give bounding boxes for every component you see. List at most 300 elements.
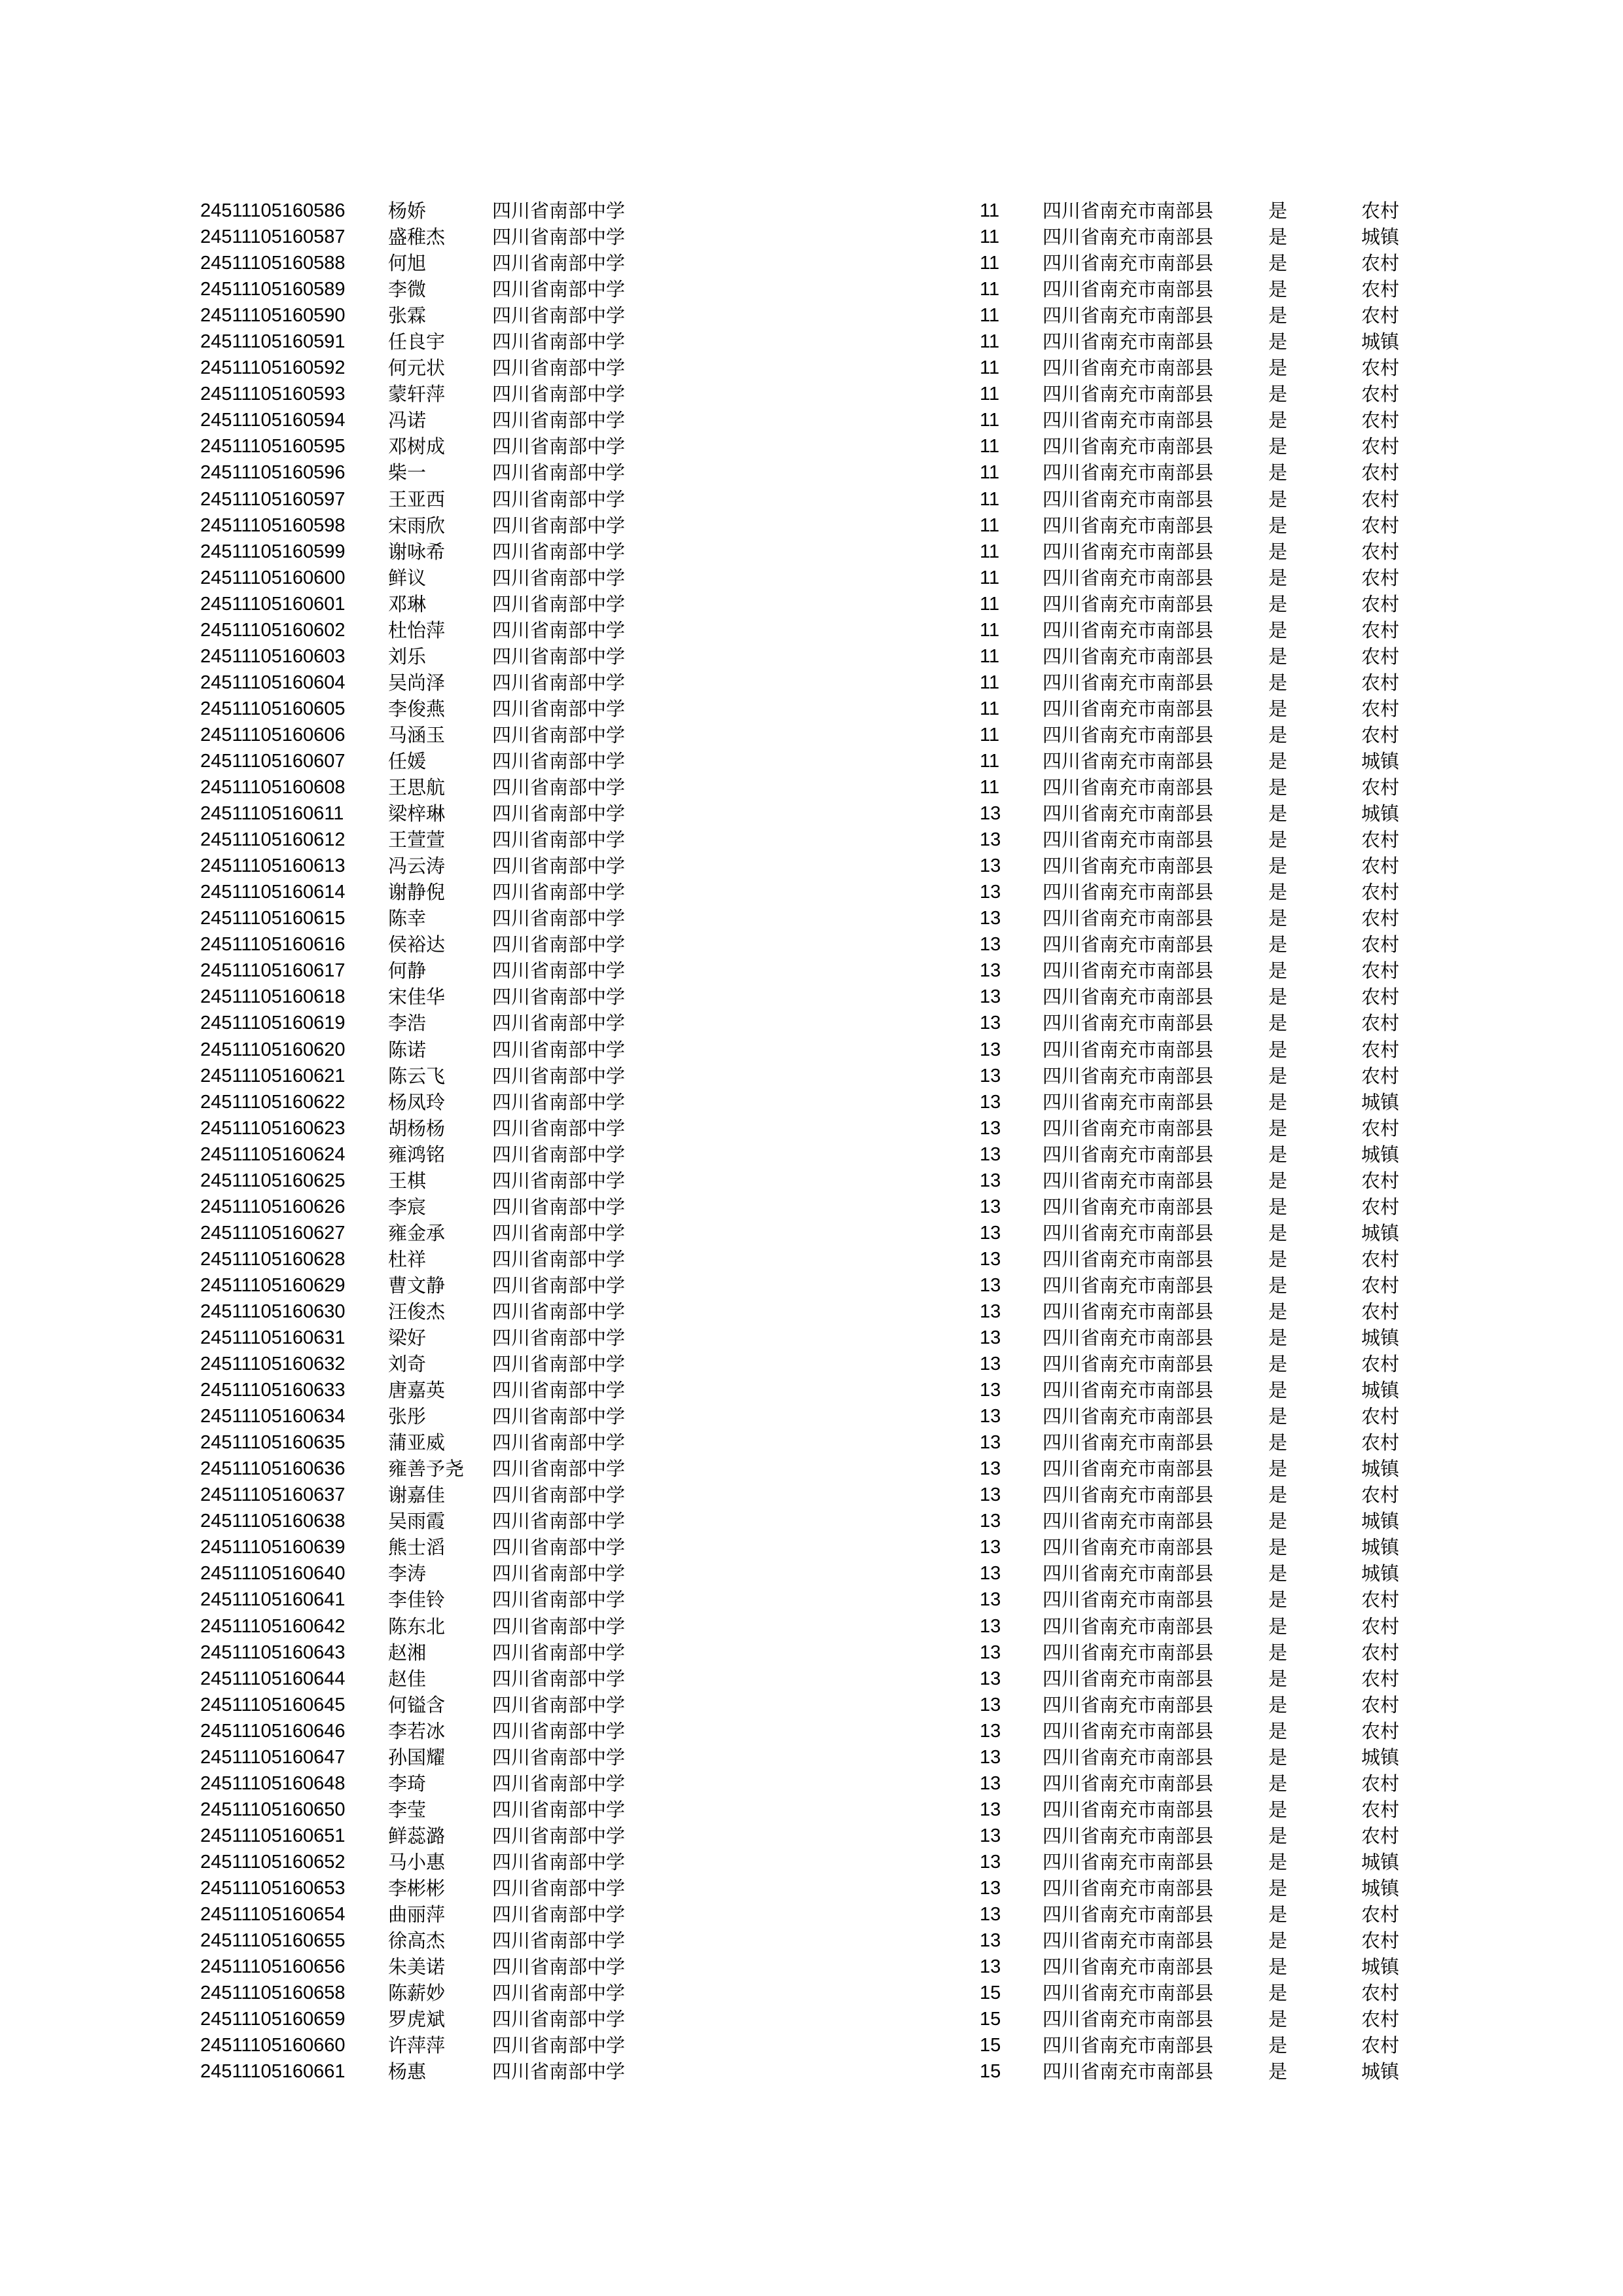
residence-type-cell: 农村 [1361,1431,1400,1454]
class-cell: 13 [980,1511,1001,1532]
student-id-cell: 24511105160587 [200,226,346,248]
status-flag-cell: 是 [1268,1431,1288,1454]
student-id-cell: 24511105160641 [200,1589,346,1611]
table-row [0,1115,1623,1141]
school-cell: 四川省南部中学 [492,566,626,589]
status-flag-cell: 是 [1268,671,1288,694]
address-cell: 四川省南充市南部县 [1043,1693,1214,1716]
residence-type-cell: 农村 [1361,1982,1400,2005]
school-cell: 四川省南部中学 [492,1588,626,1611]
status-flag-cell: 是 [1268,1195,1288,1218]
student-id-cell: 24511105160602 [200,619,346,641]
school-cell: 四川省南部中学 [492,1772,626,1795]
student-name-cell: 吴雨霞 [388,1510,446,1533]
school-cell: 四川省南部中学 [492,1379,626,1402]
class-cell: 11 [980,619,1000,641]
table-row [0,1613,1623,1640]
status-flag-cell: 是 [1268,749,1288,772]
address-cell: 四川省南充市南部县 [1043,1903,1214,1926]
student-name-cell: 马小惠 [388,1850,446,1873]
student-id-cell: 24511105160617 [200,960,346,982]
school-cell: 四川省南部中学 [492,1353,626,1376]
class-cell: 13 [980,882,1001,903]
school-cell: 四川省南部中学 [492,409,626,432]
student-id-cell: 24511105160603 [200,645,346,667]
school-cell: 四川省南部中学 [492,1117,626,1139]
student-id-cell: 24511105160596 [200,462,346,484]
status-flag-cell: 是 [1268,1038,1288,1061]
student-id-cell: 24511105160612 [200,829,346,851]
student-name-cell: 蒙轩萍 [388,383,446,406]
student-name-cell: 邓琳 [388,592,427,615]
student-id-cell: 24511105160606 [200,724,346,745]
table-row [0,1534,1623,1560]
residence-type-cell: 农村 [1361,1038,1400,1061]
class-cell: 11 [980,253,1000,274]
student-name-cell: 谢静倪 [388,881,446,904]
student-id-cell: 24511105160594 [200,410,346,431]
school-cell: 四川省南部中学 [492,1641,626,1664]
address-cell: 四川省南充市南部县 [1043,1038,1214,1061]
class-cell: 13 [980,1091,1001,1113]
school-cell: 四川省南部中学 [492,1169,626,1192]
table-row [0,696,1623,722]
status-flag-cell: 是 [1268,200,1288,222]
residence-type-cell: 农村 [1361,1353,1400,1376]
address-cell: 四川省南充市南部县 [1043,723,1214,746]
address-cell: 四川省南充市南部县 [1043,1929,1214,1952]
student-id-cell: 24511105160590 [200,305,346,327]
address-cell: 四川省南充市南部县 [1043,1615,1214,1638]
table-row [0,800,1623,827]
table-row [0,591,1623,617]
student-id-cell: 24511105160615 [200,908,346,929]
class-cell: 13 [980,855,1001,877]
student-name-cell: 陈诺 [388,1038,427,1061]
residence-type-cell: 农村 [1361,1903,1400,1926]
table-row [0,2006,1623,2032]
class-cell: 13 [980,986,1001,1008]
student-id-cell: 24511105160647 [200,1746,346,1768]
student-name-cell: 盛稚杰 [388,226,446,249]
address-cell: 四川省南充市南部县 [1043,1824,1214,1847]
address-cell: 四川省南充市南部县 [1043,409,1214,432]
status-flag-cell: 是 [1268,488,1288,511]
student-id-cell: 24511105160605 [200,698,346,719]
student-id-cell: 24511105160639 [200,1537,346,1558]
status-flag-cell: 是 [1268,1824,1288,1847]
residence-type-cell: 农村 [1361,1693,1400,1716]
address-cell: 四川省南充市南部县 [1043,1458,1214,1480]
student-id-cell: 24511105160643 [200,1641,346,1663]
student-id-cell: 24511105160632 [200,1354,346,1375]
table-row [0,1954,1623,1980]
table-row [0,1482,1623,1508]
class-cell: 13 [980,1720,1001,1742]
student-id-cell: 24511105160651 [200,1825,346,1846]
student-id-cell: 24511105160642 [200,1615,346,1637]
student-id-cell: 24511105160622 [200,1091,346,1113]
status-flag-cell: 是 [1268,619,1288,641]
student-name-cell: 朱美诺 [388,1956,446,1979]
student-id-cell: 24511105160616 [200,934,346,956]
status-flag-cell: 是 [1268,1117,1288,1139]
school-cell: 四川省南部中学 [492,1719,626,1742]
school-cell: 四川省南部中学 [492,1929,626,1952]
student-name-cell: 王亚西 [388,488,446,511]
status-flag-cell: 是 [1268,1641,1288,1664]
table-row [0,1718,1623,1744]
student-id-cell: 24511105160640 [200,1563,346,1585]
address-cell: 四川省南充市南部县 [1043,2060,1214,2083]
address-cell: 四川省南充市南部县 [1043,749,1214,772]
student-id-cell: 24511105160600 [200,567,346,588]
residence-type-cell: 农村 [1361,1117,1400,1139]
table-row [0,407,1623,433]
status-flag-cell: 是 [1268,2060,1288,2083]
student-name-cell: 刘奇 [388,1353,427,1376]
table-row [0,1928,1623,1954]
table-row [0,381,1623,407]
status-flag-cell: 是 [1268,2008,1288,2031]
student-name-cell: 雍鸿铭 [388,1143,446,1166]
student-name-cell: 李俊燕 [388,697,446,720]
residence-type-cell: 农村 [1361,776,1400,799]
class-cell: 13 [980,1117,1001,1139]
class-cell: 11 [980,750,1000,772]
status-flag-cell: 是 [1268,1405,1288,1428]
school-cell: 四川省南部中学 [492,1300,626,1323]
student-name-cell: 王萱萱 [388,829,446,852]
residence-type-cell: 农村 [1361,829,1400,852]
school-cell: 四川省南部中学 [492,1431,626,1454]
address-cell: 四川省南充市南部县 [1043,226,1214,249]
class-cell: 15 [980,1982,1001,2004]
school-cell: 四川省南部中学 [492,1850,626,1873]
class-cell: 11 [980,436,1000,457]
status-flag-cell: 是 [1268,697,1288,720]
table-row [0,1168,1623,1194]
student-id-cell: 24511105160634 [200,1406,346,1427]
address-cell: 四川省南充市南部县 [1043,592,1214,615]
status-flag-cell: 是 [1268,723,1288,746]
class-cell: 15 [980,2009,1001,2030]
table-row [0,539,1623,565]
table-row [0,1744,1623,1770]
residence-type-cell: 农村 [1361,1247,1400,1270]
table-row [0,1010,1623,1036]
class-cell: 11 [980,593,1000,615]
residence-type-cell: 城镇 [1361,1379,1400,1402]
student-id-cell: 24511105160645 [200,1694,346,1715]
student-id-cell: 24511105160637 [200,1484,346,1506]
student-name-cell: 陈云飞 [388,1064,446,1087]
address-cell: 四川省南充市南部县 [1043,1117,1214,1139]
student-id-cell: 24511105160598 [200,514,346,536]
table-row [0,931,1623,958]
address-cell: 四川省南充市南部县 [1043,1143,1214,1166]
address-cell: 四川省南充市南部县 [1043,1956,1214,1979]
residence-type-cell: 农村 [1361,1615,1400,1638]
student-name-cell: 马涵玉 [388,723,446,746]
table-row [0,1640,1623,1666]
class-cell: 11 [980,462,1000,484]
table-row [0,459,1623,486]
student-name-cell: 任良宇 [388,331,446,353]
status-flag-cell: 是 [1268,960,1288,982]
student-name-cell: 梁梓琳 [388,802,446,825]
school-cell: 四川省南部中学 [492,1221,626,1244]
residence-type-cell: 农村 [1361,1929,1400,1952]
school-cell: 四川省南部中学 [492,514,626,537]
status-flag-cell: 是 [1268,566,1288,589]
class-cell: 13 [980,1196,1001,1217]
student-name-cell: 张霖 [388,304,427,327]
address-cell: 四川省南充市南部县 [1043,1982,1214,2005]
residence-type-cell: 农村 [1361,986,1400,1009]
status-flag-cell: 是 [1268,1850,1288,1873]
address-cell: 四川省南充市南部县 [1043,514,1214,537]
status-flag-cell: 是 [1268,1012,1288,1035]
table-row [0,879,1623,905]
student-name-cell: 谢咏希 [388,540,446,563]
status-flag-cell: 是 [1268,331,1288,353]
class-cell: 13 [980,1039,1001,1060]
school-cell: 四川省南部中学 [492,383,626,406]
address-cell: 四川省南充市南部县 [1043,1641,1214,1664]
status-flag-cell: 是 [1268,1221,1288,1244]
class-cell: 13 [980,1170,1001,1191]
table-row [0,198,1623,224]
student-id-cell: 24511105160624 [200,1143,346,1165]
status-flag-cell: 是 [1268,1929,1288,1952]
table-row [0,1272,1623,1299]
address-cell: 四川省南充市南部县 [1043,1772,1214,1795]
table-row [0,1351,1623,1377]
school-cell: 四川省南部中学 [492,1903,626,1926]
school-cell: 四川省南部中学 [492,1064,626,1087]
school-cell: 四川省南部中学 [492,461,626,484]
table-row [0,748,1623,774]
class-cell: 11 [980,724,1000,745]
residence-type-cell: 农村 [1361,1641,1400,1664]
residence-type-cell: 城镇 [1361,1327,1400,1350]
residence-type-cell: 城镇 [1361,1562,1400,1585]
class-cell: 13 [980,1300,1001,1322]
student-id-cell: 24511105160619 [200,1013,346,1034]
school-cell: 四川省南部中学 [492,1877,626,1899]
school-cell: 四川省南部中学 [492,1458,626,1480]
school-cell: 四川省南部中学 [492,1667,626,1690]
school-cell: 四川省南部中学 [492,1038,626,1061]
residence-type-cell: 农村 [1361,200,1400,222]
student-id-cell: 24511105160586 [200,200,346,221]
student-id-cell: 24511105160626 [200,1196,346,1217]
table-row [0,1666,1623,1692]
class-cell: 13 [980,1354,1001,1375]
table-row [0,486,1623,512]
residence-type-cell: 城镇 [1361,1746,1400,1768]
school-cell: 四川省南部中学 [492,2060,626,2083]
residence-type-cell: 城镇 [1361,1510,1400,1533]
table-row [0,302,1623,329]
address-cell: 四川省南充市南部县 [1043,1562,1214,1585]
school-cell: 四川省南部中学 [492,357,626,380]
student-name-cell: 杜祥 [388,1247,427,1270]
status-flag-cell: 是 [1268,1982,1288,2005]
address-cell: 四川省南充市南部县 [1043,540,1214,563]
student-id-cell: 24511105160638 [200,1511,346,1532]
student-name-cell: 李佳铃 [388,1588,446,1611]
class-cell: 13 [980,829,1001,851]
status-flag-cell: 是 [1268,1877,1288,1899]
student-name-cell: 李浩 [388,1012,427,1035]
student-id-cell: 24511105160608 [200,777,346,798]
status-flag-cell: 是 [1268,1746,1288,1768]
class-cell: 11 [980,200,1000,221]
student-list-sheet [0,198,1623,2085]
address-cell: 四川省南充市南部县 [1043,960,1214,982]
student-id-cell: 24511105160652 [200,1851,346,1873]
student-id-cell: 24511105160633 [200,1380,346,1401]
status-flag-cell: 是 [1268,409,1288,432]
address-cell: 四川省南充市南部县 [1043,671,1214,694]
school-cell: 四川省南部中学 [492,2008,626,2031]
student-id-cell: 24511105160621 [200,1065,346,1086]
residence-type-cell: 农村 [1361,1169,1400,1192]
class-cell: 13 [980,1143,1001,1165]
class-cell: 11 [980,357,1000,379]
address-cell: 四川省南充市南部县 [1043,1405,1214,1428]
status-flag-cell: 是 [1268,2034,1288,2057]
table-row [0,512,1623,539]
student-id-cell: 24511105160635 [200,1432,346,1454]
class-cell: 11 [980,226,1000,248]
student-id-cell: 24511105160613 [200,855,346,877]
school-cell: 四川省南部中学 [492,1956,626,1979]
address-cell: 四川省南充市南部县 [1043,829,1214,852]
table-row [0,905,1623,931]
status-flag-cell: 是 [1268,1562,1288,1585]
student-name-cell: 谢嘉佳 [388,1484,446,1507]
student-id-cell: 24511105160650 [200,1799,346,1820]
address-cell: 四川省南充市南部县 [1043,435,1214,458]
residence-type-cell: 农村 [1361,1012,1400,1035]
student-name-cell: 鲜蕊潞 [388,1824,446,1847]
school-cell: 四川省南部中学 [492,1327,626,1350]
status-flag-cell: 是 [1268,1458,1288,1480]
residence-type-cell: 农村 [1361,252,1400,275]
table-row [0,1194,1623,1220]
status-flag-cell: 是 [1268,383,1288,406]
school-cell: 四川省南部中学 [492,1562,626,1585]
student-name-cell: 孙国耀 [388,1746,446,1768]
student-name-cell: 冯云涛 [388,855,446,878]
table-row [0,565,1623,591]
table-row [0,1037,1623,1063]
class-cell: 13 [980,1013,1001,1034]
residence-type-cell: 农村 [1361,278,1400,301]
status-flag-cell: 是 [1268,1169,1288,1192]
student-name-cell: 雍善予尧 [388,1458,465,1480]
status-flag-cell: 是 [1268,435,1288,458]
table-row [0,1299,1623,1325]
table-row [0,1089,1623,1115]
residence-type-cell: 农村 [1361,1484,1400,1507]
table-row [0,1980,1623,2006]
student-id-cell: 24511105160627 [200,1222,346,1244]
school-cell: 四川省南部中学 [492,1405,626,1428]
class-cell: 11 [980,672,1000,693]
school-cell: 四川省南部中学 [492,802,626,825]
school-cell: 四川省南部中学 [492,986,626,1009]
class-cell: 13 [980,1851,1001,1873]
residence-type-cell: 农村 [1361,907,1400,930]
table-row [0,1560,1623,1587]
student-name-cell: 宋雨欣 [388,514,446,537]
student-name-cell: 李琦 [388,1772,427,1795]
class-cell: 11 [980,514,1000,536]
class-cell: 11 [980,541,1000,562]
address-cell: 四川省南充市南部县 [1043,1090,1214,1113]
address-cell: 四川省南充市南部县 [1043,2034,1214,2057]
student-name-cell: 曲丽萍 [388,1903,446,1926]
table-row [0,1325,1623,1351]
student-name-cell: 冯诺 [388,409,427,432]
status-flag-cell: 是 [1268,252,1288,275]
school-cell: 四川省南部中学 [492,1484,626,1507]
student-name-cell: 邓树成 [388,435,446,458]
school-cell: 四川省南部中学 [492,1824,626,1847]
student-id-cell: 24511105160588 [200,253,346,274]
school-cell: 四川省南部中学 [492,1274,626,1297]
table-row [0,2058,1623,2085]
student-id-cell: 24511105160630 [200,1300,346,1322]
table-row [0,224,1623,250]
student-id-cell: 24511105160661 [200,2061,346,2083]
student-name-cell: 陈薪妙 [388,1982,446,2005]
student-name-cell: 许萍萍 [388,2034,446,2057]
status-flag-cell: 是 [1268,1379,1288,1402]
residence-type-cell: 农村 [1361,592,1400,615]
address-cell: 四川省南充市南部县 [1043,278,1214,301]
school-cell: 四川省南部中学 [492,540,626,563]
status-flag-cell: 是 [1268,645,1288,668]
residence-type-cell: 城镇 [1361,1221,1400,1244]
school-cell: 四川省南部中学 [492,1510,626,1533]
school-cell: 四川省南部中学 [492,1536,626,1559]
class-cell: 13 [980,1380,1001,1401]
school-cell: 四川省南部中学 [492,331,626,353]
student-id-cell: 24511105160656 [200,1956,346,1978]
table-row [0,1377,1623,1403]
student-id-cell: 24511105160599 [200,541,346,562]
class-cell: 13 [980,1772,1001,1794]
class-cell: 13 [980,1327,1001,1349]
table-row [0,1141,1623,1168]
student-id-cell: 24511105160595 [200,436,346,457]
class-cell: 13 [980,1799,1001,1820]
student-id-cell: 24511105160604 [200,672,346,693]
class-cell: 13 [980,1537,1001,1558]
status-flag-cell: 是 [1268,1484,1288,1507]
student-name-cell: 何旭 [388,252,427,275]
class-cell: 11 [980,279,1000,300]
residence-type-cell: 农村 [1361,960,1400,982]
table-row [0,1875,1623,1901]
student-id-cell: 24511105160618 [200,986,346,1008]
student-id-cell: 24511105160631 [200,1327,346,1349]
